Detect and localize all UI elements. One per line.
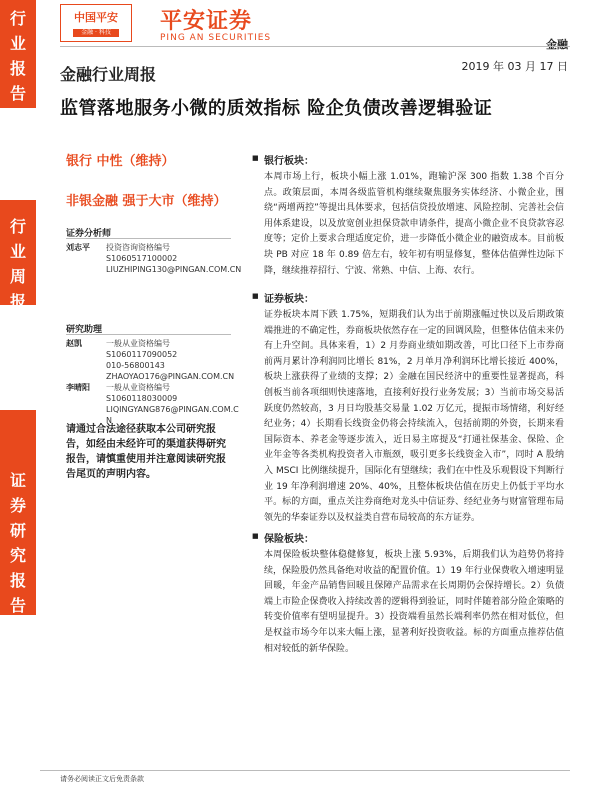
- analyst-section-divider: [66, 238, 231, 239]
- logo-main-en: PING AN SECURITIES: [160, 33, 272, 43]
- assistant-info-line: S1060118030009: [106, 394, 178, 403]
- analyst-info-line: 投资咨询资格编号: [106, 243, 170, 252]
- footer-divider: [40, 770, 570, 771]
- assistant-email-cont: N: [106, 416, 112, 425]
- sidebar-block-report-kind: [0, 0, 36, 108]
- sidebar-char: 究: [9, 546, 26, 565]
- sidebar-char: 报: [9, 59, 26, 78]
- assistant-info-line: S1060117090052: [106, 350, 178, 359]
- assistant-name: 李晴阳: [66, 383, 90, 392]
- logo-main-cn: 平安证券: [160, 9, 253, 34]
- disclaimer-note: 请通过合法途径获取本公司研究报告，如经由未经许可的渠道获得研究报告，请慎重使用并注意阅读研究报告尾页的声明内容。: [66, 424, 226, 480]
- sidebar-char: 业: [9, 34, 26, 53]
- report-type: 金融行业周报: [60, 65, 157, 84]
- footer-disclaimer: 请务必阅读正文后免责条款: [60, 775, 144, 783]
- logo-left-top-text: 中国平安: [74, 11, 118, 24]
- header-divider: [60, 46, 570, 47]
- analyst-email: LIUZHIPING130@PINGAN.COM.CN: [106, 265, 242, 274]
- sidebar-char: 告: [9, 84, 26, 103]
- logo-left-bottom-text: 金融 · 科技: [73, 29, 119, 37]
- bank-rating: 银行 中性（维持）: [66, 154, 175, 169]
- assistant-info-line: 一般从业资格编号: [106, 383, 170, 392]
- report-date: 2019 年 03 月 17 日: [461, 60, 568, 73]
- bank-section-text: 本周市场上行，板块小幅上涨 1.01%，跑输沪深 300 指数 1.38 个百分点。政策层面，本周各级监管机构继续聚焦服务实体经济、小微企业，围绕“两增两控”等提出具体要求，包括信贷投放增速、风险控制、完善社会信用体系建设，以及放宽创业担保贷款申请条件，提高小微企业不良贷款容忍度等；定价上要求合理适度定价，进一步降低小微企业的融资成本。目前板块 PB 对应 18 年 0.89 倍左右，较年初有明显修复，整体估值弹性边际下降，继续推荐招行、宁波、常熟、中信、上海、农行。: [264, 172, 564, 276]
- securities-section-title: ■ 证券板块：: [264, 290, 314, 305]
- sidebar-char: 行: [9, 9, 26, 28]
- pingan-group-logo: [60, 4, 132, 42]
- bank-section-title: ■ 银行板块：: [264, 152, 314, 167]
- sidebar-char: 证: [9, 471, 26, 490]
- nonbank-rating: 非银金融 强于大市（维持）: [66, 194, 227, 209]
- analyst-name: 刘志平: [66, 243, 90, 252]
- analyst-info: [106, 242, 246, 275]
- assistant-name: 赵凯: [66, 339, 82, 348]
- insurance-section-text: 本周保险板块整体稳健修复，板块上涨 5.93%，后期我们认为趋势仍将持续，保险股仍然具备绝对收益的配置价值。1）19 年行业保费收入增速明显回暖，年金产品销售回暖且保障产品需求在长周期仍会保持增长。2）负债端上市险企保费收入持续改善的逻辑得到验证，同时伴随着部分险企策略的转变价值率有望明显提升。3）投资端看虽然长端利率仍然在相对低位，但是权益市场今年以来大幅上涨，显著利好投资收益。标的方面重点推荐估值相对较低的新华保险。: [264, 550, 564, 654]
- sidebar-char: 业: [9, 242, 26, 261]
- assistant-email: ZHAOYAO176@PINGAN.COM.CN: [106, 372, 235, 381]
- assistant-info: [106, 338, 246, 382]
- assistant-email: LIQINGYANG876@PINGAN.COM.C: [106, 405, 239, 414]
- assistant-info-line: 一般从业资格编号: [106, 339, 170, 348]
- assistant-info-line: 010-56800143: [106, 361, 165, 370]
- assistant-section-divider: [66, 334, 231, 335]
- sidebar-block-weekly: [0, 200, 36, 311]
- sidebar-char: 报: [9, 292, 26, 311]
- assistant-info: [106, 382, 246, 426]
- page-title: 监管落地服务小微的质效指标 险企负债改善逻辑验证: [60, 98, 493, 119]
- sidebar-block-research: [0, 410, 36, 615]
- analyst-section-label: 证券分析师: [66, 229, 112, 239]
- assistant-section-label: 研究助理: [66, 325, 103, 335]
- report-category: 金融: [546, 38, 568, 51]
- analyst-info-line: S1060517100002: [106, 254, 178, 263]
- sidebar-char: 券: [9, 496, 26, 515]
- sidebar-char: 周: [9, 267, 26, 286]
- sidebar-char: 研: [9, 521, 26, 540]
- sidebar: [0, 0, 36, 800]
- sidebar-char: 告: [9, 596, 26, 615]
- sidebar-char: 行: [9, 217, 26, 236]
- insurance-section-title: ■ 保险板块：: [264, 530, 314, 545]
- securities-section-text: 证券板块本周下跌 1.75%，短期我们认为出于前期涨幅过快以及后期政策端推进的不确定性，券商板块依然存在一定的回调风险，但整体估值未来仍有上升空间。具体来看，1）2 月券商业绩如期改善，可比口径下上市券商前两月累计净利润同比增长 81%，2 月单月净利润环比增长接近 400%，板块上涨获得了业绩的支撑；2）金融在国民经济中的重要性显著提高，科创板当前各项细则快速落地，直接利好投行业务发展；3）当前市场交易活跃度仍然较高，3 月日均股基交易量 1.02 万亿元，提振市场情绪，利好经纪业务；4）长期看长线资金仍将会持续流入，包括前期的外资，长期来看国际资本、养老金等逐步流入，近日易主席提及“打通社保基金、保险、企业年金等各类机构投资者入市瓶颈，吸引更多长线资金入市”，同时 A 股纳入 MSCI 比例继续提升，国际化有望继续；我们在中性及乐观假设下判断行业 19 年净利润增速 20%、40%，且整体板块估值在历史上仍低于平均水平。标的方面，重点关注券商绝对龙头中信证券、经纪业务与财富管理布局领先的华泰证券以及权益类自营布局较高的东方证券。: [264, 310, 564, 523]
- pingan-securities-logo: [160, 4, 271, 43]
- sidebar-char: 报: [9, 571, 26, 590]
